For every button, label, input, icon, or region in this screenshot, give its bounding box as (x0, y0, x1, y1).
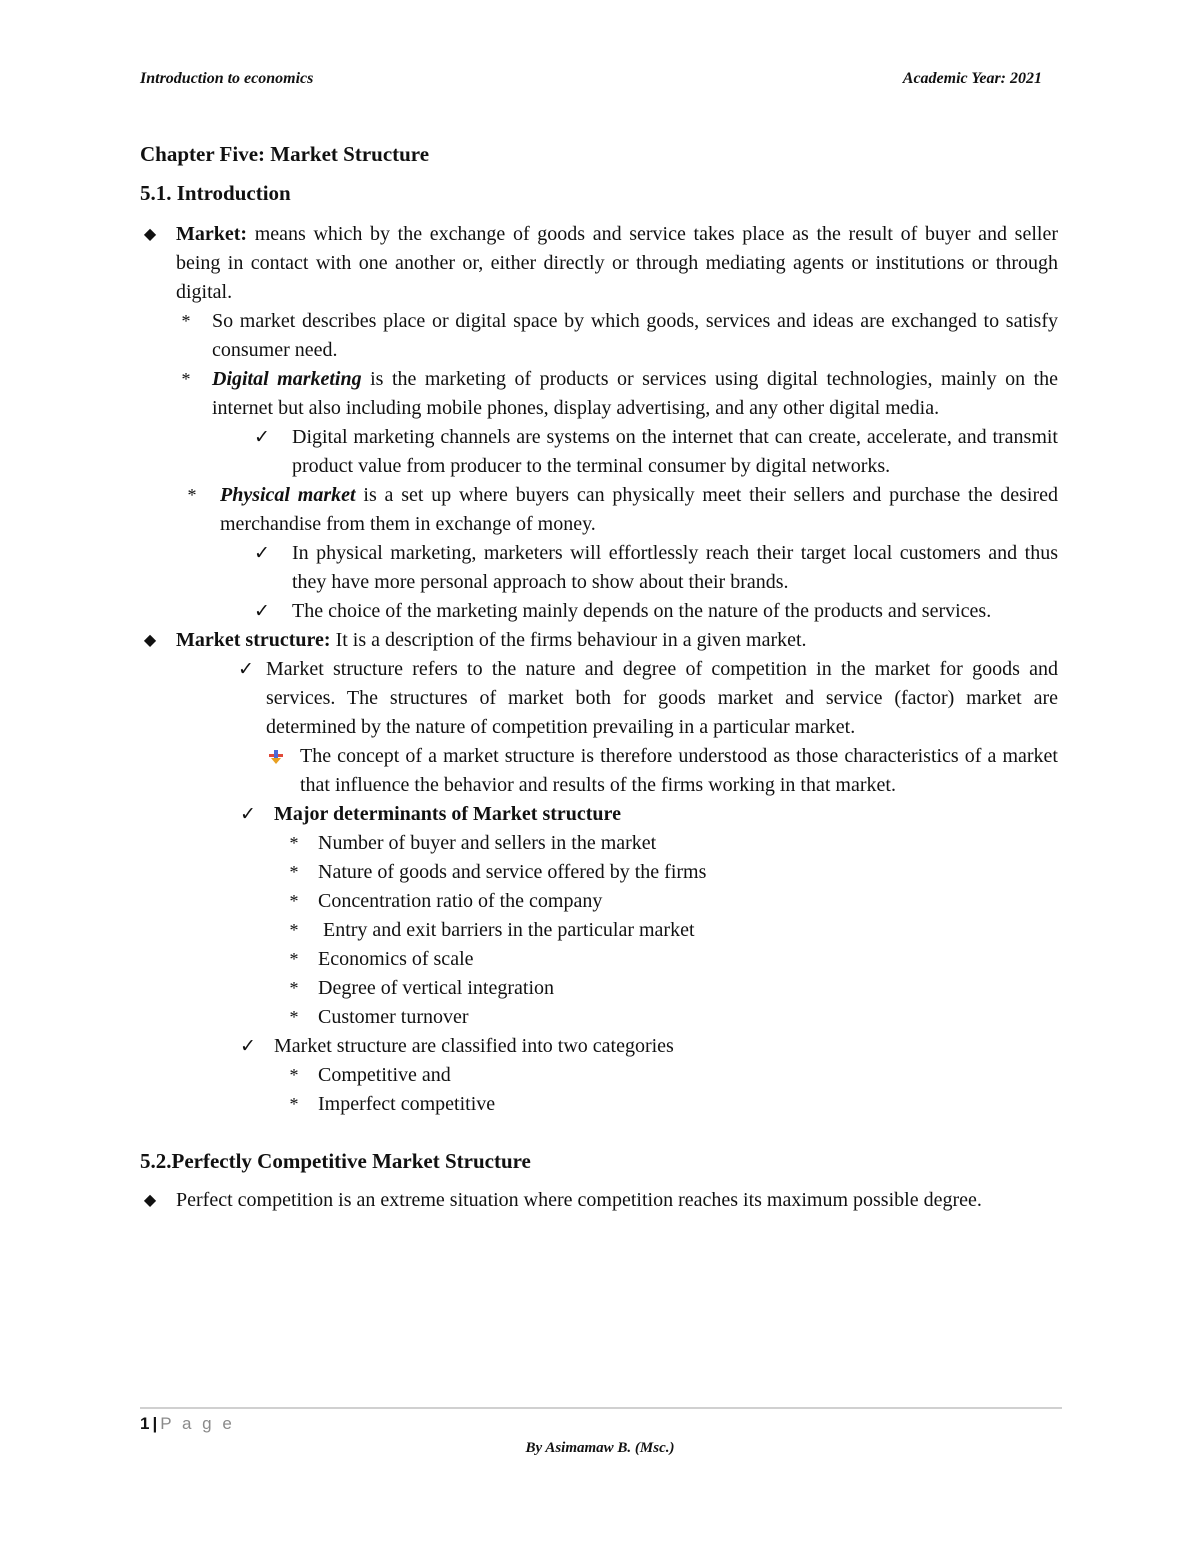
checkmark-bullet-icon: ✓ (254, 543, 270, 564)
determinant-text: Customer turnover (318, 1006, 469, 1028)
list-item (140, 858, 1058, 887)
page-number (140, 1414, 235, 1434)
list-item-perfect-competition (140, 1186, 1058, 1215)
list-item-digital-marketing (140, 365, 1058, 423)
determinant-text: Degree of vertical integration (318, 977, 554, 999)
section-heading-perfect-competition: 5.2.Perfectly Competitive Market Structure (140, 1149, 531, 1173)
list-item-market (140, 220, 1058, 307)
arrow-bullet-icon (266, 742, 286, 771)
physical-marketing-text: In physical marketing, marketers will effortlessly reach their target local customers and thus they have more personal approach to show about their brands. (292, 542, 1058, 593)
page-number-separator: | (152, 1414, 158, 1433)
determinant-text: Concentration ratio of the company (318, 890, 603, 912)
list-item (140, 1061, 1058, 1090)
determinants-title: Major determinants of Market structure (274, 803, 621, 825)
list-item-market-structure (140, 626, 1058, 655)
asterisk-bullet-icon: * (289, 862, 299, 882)
list-item (140, 539, 1058, 597)
list-item (140, 423, 1058, 481)
list-item (140, 1090, 1058, 1119)
term-digital-marketing: Digital marketing (212, 368, 362, 390)
market-definition: means which by the exchange of goods and service takes place as the result of buyer and seller being in contact with one another or, either directly or through mediating agents or institutions or through digital. (176, 223, 1058, 303)
diamond-bullet-icon: ◆ (143, 226, 157, 243)
asterisk-bullet-icon: * (289, 920, 299, 940)
asterisk-bullet-icon: * (187, 485, 197, 505)
checkmark-bullet-icon: ✓ (238, 659, 254, 680)
asterisk-bullet-icon: * (289, 833, 299, 853)
checkmark-bullet-icon: ✓ (254, 601, 270, 622)
list-item (140, 829, 1058, 858)
page-number-value: 1 (140, 1414, 150, 1433)
asterisk-bullet-icon: * (289, 891, 299, 911)
list-item-classification (140, 1032, 1058, 1061)
checkmark-bullet-icon: ✓ (240, 1036, 256, 1057)
determinant-text: Entry and exit barriers in the particular market (318, 919, 695, 941)
perfect-competition-text: Perfect competition is an extreme situation where competition reaches its maximum possible degree. (176, 1189, 982, 1211)
marketing-choice-text: The choice of the marketing mainly depends on the nature of the products and services. (292, 600, 992, 622)
determinants-list (140, 829, 1058, 1032)
classification-text: Market structure are classified into two categories (274, 1035, 674, 1057)
asterisk-bullet-icon: * (289, 1007, 299, 1027)
footer-author: By Asimamaw B. (Msc.) (525, 1440, 675, 1456)
list-item (140, 945, 1058, 974)
list-item-physical-market (140, 481, 1058, 539)
digital-channels-text: Digital marketing channels are systems on the internet that can create, accelerate, and transmit product value from producer to the terminal consumer by digital networks. (292, 426, 1058, 477)
diamond-bullet-icon: ◆ (143, 1192, 157, 1209)
footer-divider (140, 1407, 1062, 1409)
checkmark-bullet-icon: ✓ (240, 804, 256, 825)
term-market-structure: Market structure: (176, 629, 331, 651)
list-item (140, 655, 1058, 742)
category-text: Imperfect competitive (318, 1093, 496, 1115)
diamond-bullet-icon: ◆ (143, 632, 157, 649)
list-item (140, 887, 1058, 916)
determinant-text: Number of buyer and sellers in the market (318, 832, 657, 854)
asterisk-bullet-icon: * (181, 311, 191, 331)
digital-marketing-definition: is the marketing of products or services using digital technologies, mainly on the internet but also including mobile phones, display advertising, and any other digital media. (212, 368, 1058, 419)
chapter-title: Chapter Five: Market Structure (140, 142, 430, 166)
asterisk-bullet-icon: * (181, 369, 191, 389)
asterisk-bullet-icon: * (289, 1094, 299, 1114)
term-market: Market: (176, 223, 248, 245)
list-item (140, 1003, 1058, 1032)
category-text: Competitive and (318, 1064, 451, 1086)
document-body (140, 140, 1058, 1215)
checkmark-bullet-icon: ✓ (254, 427, 270, 448)
list-item (140, 742, 1058, 800)
asterisk-bullet-icon: * (289, 949, 299, 969)
list-item (140, 916, 1058, 945)
header-course-title: Introduction to economics (140, 70, 314, 87)
categories-list (140, 1061, 1058, 1119)
determinant-text: Economics of scale (318, 948, 474, 970)
list-item (140, 307, 1058, 365)
asterisk-bullet-icon: * (289, 1065, 299, 1085)
determinant-text: Nature of goods and service offered by the firms (318, 861, 707, 883)
list-item (140, 597, 1058, 626)
market-structure-definition: It is a description of the firms behaviour in a given market. (330, 629, 807, 651)
down-arrow-icon (269, 750, 283, 764)
concept-text: The concept of a market structure is therefore understood as those characteristics of a market that influence the behavior and results of the firms working in that market. (300, 745, 1058, 796)
market-place-text: So market describes place or digital space by which goods, services and ideas are exchanged to satisfy consumer need. (212, 310, 1058, 361)
list-item (140, 974, 1058, 1003)
term-physical-market: Physical market (220, 484, 356, 506)
list-item-determinants-heading (140, 800, 1058, 829)
market-structure-explanation: Market structure refers to the nature and degree of competition in the market for goods and services. The structures of market both for goods market and service (factor) market are determined by the nature of competition prevailing in a particular market. (266, 658, 1058, 738)
asterisk-bullet-icon: * (289, 978, 299, 998)
header-academic-year: Academic Year: 2021 (902, 70, 1042, 87)
page-label: P a g e (160, 1414, 235, 1433)
physical-market-definition: is a set up where buyers can physically meet their sellers and purchase the desired merchandise from them in exchange of money. (220, 484, 1058, 535)
section-heading-intro: 5.1. Introduction (140, 181, 291, 205)
